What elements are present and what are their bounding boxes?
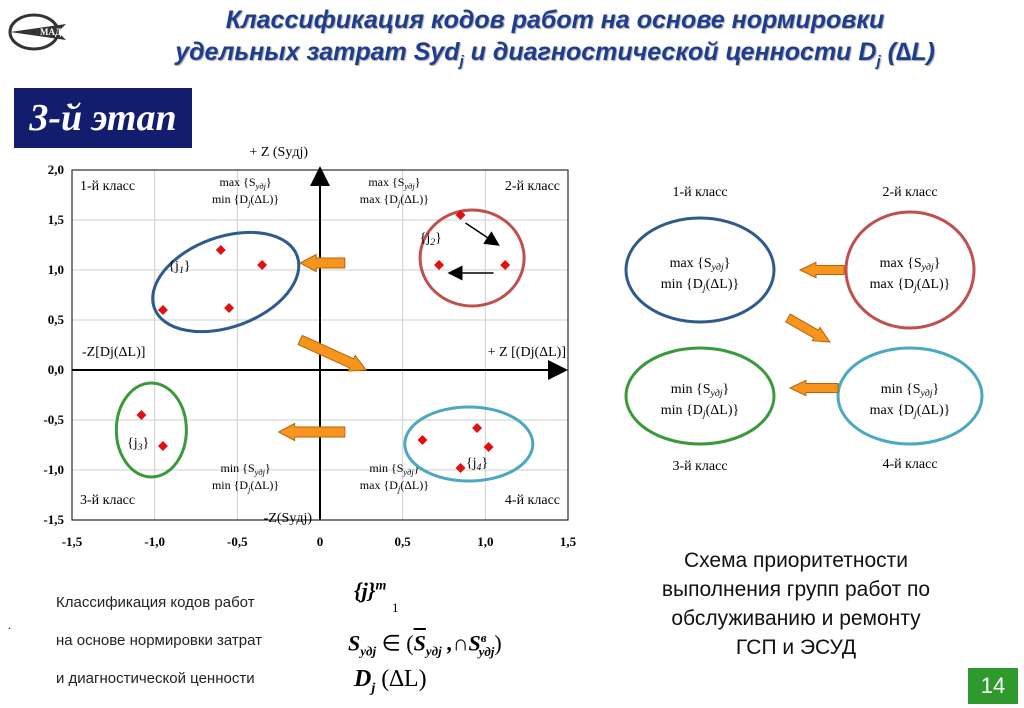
logo-text: МАДИ bbox=[40, 27, 69, 37]
quadrant-criteria-2: $\min \{D_j(\Delta L)\}$ bbox=[211, 478, 280, 494]
title-line-2: удельных затрат Syd$_j$ и диагностической ценности $D_j$ (∆L) bbox=[175, 38, 935, 70]
scheme-criteria-1: $\min \{S_{yдj}\}$ bbox=[670, 382, 730, 399]
stray-dot: . bbox=[8, 618, 11, 632]
x-tick-label: 0 bbox=[316, 534, 324, 549]
x-axis-negative-label: -Z[Dj(ΔL)] bbox=[82, 345, 146, 360]
priority-arrow bbox=[300, 255, 345, 272]
y-tick-label: -1,5 bbox=[43, 512, 64, 527]
x-tick-label: 1,5 bbox=[559, 534, 577, 549]
y-tick-label: 0,5 bbox=[47, 312, 64, 327]
madi-logo bbox=[4, 10, 70, 54]
y-tick-label: 1,0 bbox=[47, 262, 64, 277]
page-number: 14 bbox=[968, 668, 1018, 704]
quadrant-class-label: 3-й класс bbox=[80, 493, 136, 508]
data-point bbox=[472, 423, 482, 433]
formula-label-2: на основе нормировки затрат bbox=[56, 632, 262, 649]
formula-s-norm: $S_{yдj}$ ∈ ($\overline{S}_{yдj}$ $,\cap S^в_{yдj}$) bbox=[348, 630, 502, 659]
data-point bbox=[158, 305, 168, 315]
priority-arrow bbox=[298, 335, 366, 371]
classification-chart bbox=[0, 140, 600, 560]
caption-line-1: Схема приоритетности bbox=[683, 549, 909, 572]
y-axis-positive-label: + Z (Syдj) bbox=[249, 145, 308, 160]
formula-d-value: $D_j$ (∆L) bbox=[354, 666, 427, 696]
group-ellipse bbox=[139, 214, 313, 351]
y-tick-label: 1,5 bbox=[47, 212, 64, 227]
scheme-criteria-2: $\max \{D_j(\Delta L)\}$ bbox=[869, 403, 951, 420]
title-line-1: Классификация кодов работ на основе нормировки bbox=[225, 6, 885, 34]
group-label: $\{j_3\}$ bbox=[127, 436, 150, 453]
data-point bbox=[136, 410, 146, 420]
x-tick-label: 0,5 bbox=[394, 534, 411, 549]
scheme-arrow bbox=[800, 262, 844, 277]
scheme-class3-label: 3-й класс bbox=[672, 459, 728, 474]
scheme-class2-label: 2-й класс bbox=[882, 185, 938, 200]
scheme-criteria-2: $\max \{D_j(\Delta L)\}$ bbox=[869, 277, 951, 294]
formula-j-set: $\{j\}^m$ 1 bbox=[354, 578, 399, 615]
y-axis-negative-label: -Z(Syдj) bbox=[263, 511, 312, 526]
quadrant-criteria-2: $\max \{D_j(\Delta L)\}$ bbox=[359, 478, 430, 494]
quadrant-class-label: 2-й класс bbox=[504, 179, 560, 194]
formula-label-1: Классификация кодов работ bbox=[56, 594, 255, 611]
slide-title bbox=[90, 4, 1020, 78]
group-label: $\{j_1\}$ bbox=[168, 259, 191, 276]
data-point bbox=[224, 303, 234, 313]
quadrant-criteria-1: $\min \{S_{yдj}\}$ bbox=[369, 461, 420, 477]
y-tick-label: -0,5 bbox=[43, 412, 64, 427]
x-tick-label: -1,5 bbox=[61, 534, 83, 549]
x-tick-label: 1,0 bbox=[477, 534, 494, 549]
scheme-class1-label: 1-й класс bbox=[672, 185, 728, 200]
scheme-criteria-2: $\min \{D_j(\Delta L)\}$ bbox=[660, 403, 740, 420]
data-point bbox=[257, 260, 267, 270]
data-point bbox=[418, 435, 428, 445]
data-point bbox=[456, 463, 466, 473]
group-label: $\{j_4\}$ bbox=[465, 456, 489, 473]
priority-arrow bbox=[279, 424, 345, 441]
caption-line-2: выполнения групп работ по bbox=[661, 578, 931, 601]
x-tick-label: -1,0 bbox=[144, 534, 165, 549]
x-axis-positive-label: + Z [(Dj(ΔL)] bbox=[487, 345, 566, 360]
quadrant-criteria-1: $\max \{S_{yдj}\}$ bbox=[368, 175, 421, 191]
group-ellipse bbox=[116, 383, 186, 477]
group-ellipse bbox=[420, 210, 524, 306]
y-tick-label: 2,0 bbox=[47, 162, 64, 177]
caption-line-4: ГСП и ЭСУД bbox=[735, 636, 857, 659]
formula-label-3: и диагностической ценности bbox=[56, 670, 255, 687]
scheme-criteria-1: $\max \{S_{yдj}\}$ bbox=[669, 256, 731, 273]
x-tick-label: -0,5 bbox=[227, 534, 248, 549]
scheme-arrow bbox=[790, 380, 838, 395]
y-tick-label: -1,0 bbox=[43, 462, 64, 477]
quadrant-criteria-1: $\min \{S_{yдj}\}$ bbox=[220, 461, 271, 477]
scheme-class4-label: 4-й класс bbox=[882, 457, 938, 472]
scheme-criteria-1: $\min \{S_{yдj}\}$ bbox=[880, 382, 940, 399]
y-tick-label: 0,0 bbox=[47, 362, 64, 377]
priority-scheme bbox=[620, 170, 1020, 480]
scheme-caption bbox=[606, 546, 986, 662]
move-arrow bbox=[465, 223, 498, 245]
caption-line-3: обслуживанию и ремонту bbox=[671, 607, 921, 630]
data-point bbox=[158, 441, 168, 451]
quadrant-class-label: 1-й класс bbox=[80, 179, 136, 194]
quadrant-criteria-1: $\max \{S_{yдj}\}$ bbox=[219, 175, 272, 191]
data-point bbox=[500, 260, 510, 270]
stage-label: 3-й этап bbox=[14, 88, 192, 148]
quadrant-class-label: 4-й класс bbox=[504, 493, 560, 508]
group-label: $\{j_2\}$ bbox=[419, 231, 442, 248]
quadrant-criteria-2: $\min \{D_j(\Delta L)\}$ bbox=[211, 192, 280, 208]
data-point bbox=[216, 245, 226, 255]
quadrant-criteria-2: $\max \{D_j(\Delta L)\}$ bbox=[359, 192, 430, 208]
scheme-arrow bbox=[786, 314, 830, 342]
data-point bbox=[434, 260, 444, 270]
scheme-criteria-1: $\max \{S_{yдj}\}$ bbox=[879, 256, 941, 273]
scheme-criteria-2: $\min \{D_j(\Delta L)\}$ bbox=[660, 277, 740, 294]
